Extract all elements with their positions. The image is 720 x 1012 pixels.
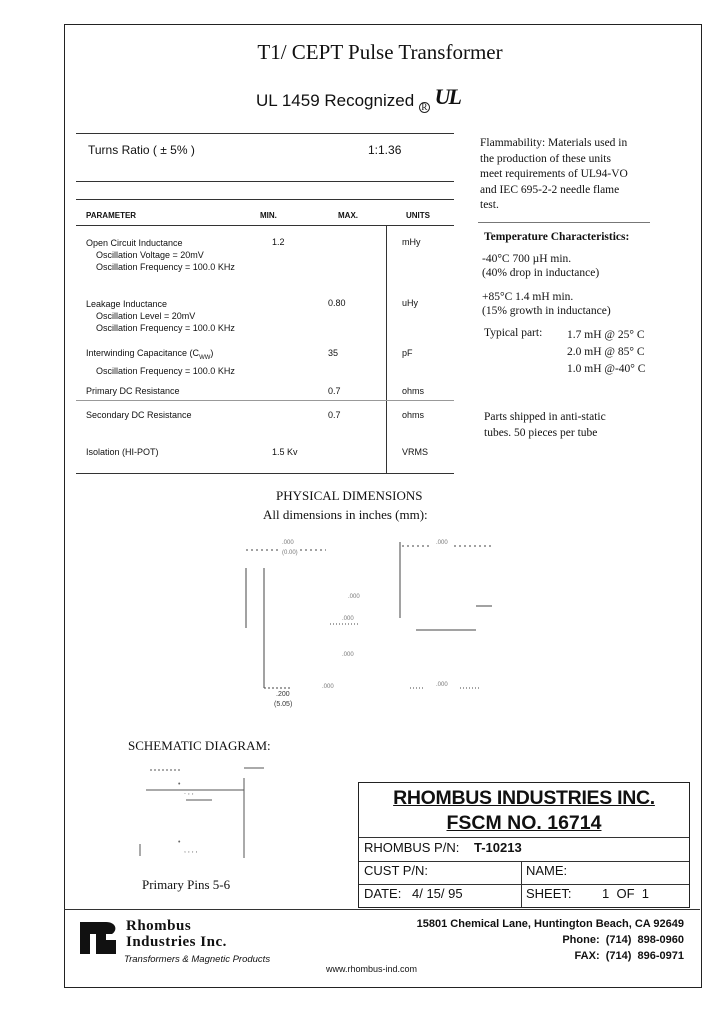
turns-ratio-label: Turns Ratio ( ± 5% ) (88, 143, 195, 157)
registered-mark: R (419, 102, 430, 113)
ul-recognition (256, 84, 460, 113)
row-parameter: Leakage Inductance (86, 299, 168, 309)
typical-values: 1.7 mH @ 25° C 2.0 mH @ 85° C 1.0 mH @-40° C (567, 329, 646, 375)
company-name: RHOMBUS INDUSTRIES INC. (393, 787, 655, 809)
logo-line1: Rhombus (126, 918, 192, 934)
svg-text:.000: .000 (282, 540, 294, 546)
website-link[interactable]: www.rhombus-ind.com (326, 964, 418, 974)
row-units: VRMS (402, 447, 429, 457)
page-title: T1/ CEPT Pulse Transformer (257, 40, 503, 64)
sheet-label: SHEET: (526, 886, 572, 901)
svg-text:•: • (178, 839, 181, 846)
sheet-value: 1 OF 1 (602, 886, 649, 901)
svg-text:.000: .000 (436, 682, 448, 688)
fax: FAX: (714) 896-0971 (574, 950, 684, 962)
row-max: 35 (328, 348, 339, 358)
flammability-note: Flammability: Materials used in the production of these units meet requirements of UL94-VO and IEC 695-2-2 needle flame test. (480, 137, 628, 211)
phone: Phone: (714) 898-0960 (562, 934, 684, 946)
row-max: 0.80 (328, 298, 346, 308)
svg-text:.000: .000 (322, 684, 334, 690)
svg-text:.000: .000 (342, 652, 354, 658)
svg-text:, , , ,: , , , , (184, 847, 198, 854)
row-parameter: Open Circuit Inductance (86, 238, 183, 248)
part-number-label: RHOMBUS P/N: (364, 840, 460, 855)
row-min: 1.2 (272, 237, 285, 247)
row-min: 1.5 Kv (272, 447, 298, 457)
row-condition: Oscillation Frequency = 100.0 KHz (96, 262, 235, 272)
svg-text:(5.05): (5.05) (274, 701, 293, 708)
tagline: Transformers & Magnetic Products (124, 954, 271, 965)
divider (76, 133, 454, 134)
fscm-number: FSCM NO. 16714 (446, 812, 602, 834)
schematic-diagram (136, 758, 276, 868)
part-number-value: T-10213 (474, 840, 522, 855)
address: 15801 Chemical Lane, Huntington Beach, CA 92649 (416, 918, 684, 930)
temperature-heading: Temperature Characteristics: (484, 231, 630, 243)
row-units: ohms (402, 410, 425, 420)
table-row (86, 237, 235, 273)
rhombus-logo-icon (76, 918, 120, 958)
svg-text:. , ,: . , , (184, 789, 194, 796)
row-parameter: Primary DC Resistance (86, 386, 180, 396)
svg-text:•: • (178, 781, 181, 788)
row-condition: Oscillation Frequency = 100.0 KHz (96, 365, 235, 376)
row-condition: Oscillation Frequency = 100.0 KHz (96, 323, 235, 333)
row-units: mHy (402, 237, 421, 247)
turns-ratio-value: 1:1.36 (368, 143, 402, 157)
header-max: MAX. (338, 211, 358, 220)
row-parameter: Interwinding Capacitance $(C_{WW})$ (86, 348, 214, 361)
physical-dimensions-subtitle: All dimensions in inches (mm): (263, 507, 428, 522)
row-parameter: Isolation (HI-POT) (86, 447, 159, 457)
name-label: NAME: (526, 863, 568, 878)
row-parameter: Secondary DC Resistance (86, 410, 192, 420)
ul-text: UL 1459 Recognized (256, 91, 415, 110)
header-units: UNITS (406, 211, 430, 220)
row-units: ohms (402, 386, 425, 396)
logo-line2: Industries Inc. (126, 934, 227, 950)
row-condition: Oscillation Level = 20mV (96, 311, 196, 321)
customer-pn-label: CUST P/N: (364, 863, 429, 878)
table-row (86, 347, 235, 378)
svg-text:.000: .000 (436, 540, 448, 546)
typical-label: Typical part: (484, 327, 543, 339)
shipping-note: Parts shipped in anti-static tubes. 50 pieces per tube (484, 411, 606, 439)
row-condition: Oscillation Voltage = 20mV (96, 250, 204, 260)
physical-dimensions-title: PHYSICAL DIMENSIONS (276, 488, 423, 503)
svg-text:.000: .000 (348, 594, 360, 600)
svg-text:.200: .200 (276, 691, 290, 698)
svg-text:.000: .000 (342, 616, 354, 622)
header-min: MIN. (260, 211, 277, 220)
row-max: 0.7 (328, 410, 341, 420)
svg-text:(0.00): (0.00) (282, 550, 298, 556)
table-row (86, 298, 235, 334)
temperature-cold: -40°C 700 µH min. (40% drop in inductance) (482, 253, 600, 279)
row-max: 0.7 (328, 386, 341, 396)
row-units: pF (402, 348, 413, 358)
header-parameter: PARAMETER (86, 211, 137, 220)
dimension-drawing (230, 528, 510, 728)
ul-logo-icon: UL (434, 84, 460, 109)
schematic-caption: Primary Pins 5-6 (142, 877, 231, 892)
date-value: 4/ 15/ 95 (412, 886, 463, 901)
divider (76, 181, 454, 182)
date-label: DATE: (364, 886, 402, 901)
temperature-hot: +85°C 1.4 mH min. (15% growth in inductance) (482, 291, 611, 317)
row-units: uHy (402, 298, 419, 308)
schematic-title: SCHEMATIC DIAGRAM: (128, 738, 271, 753)
